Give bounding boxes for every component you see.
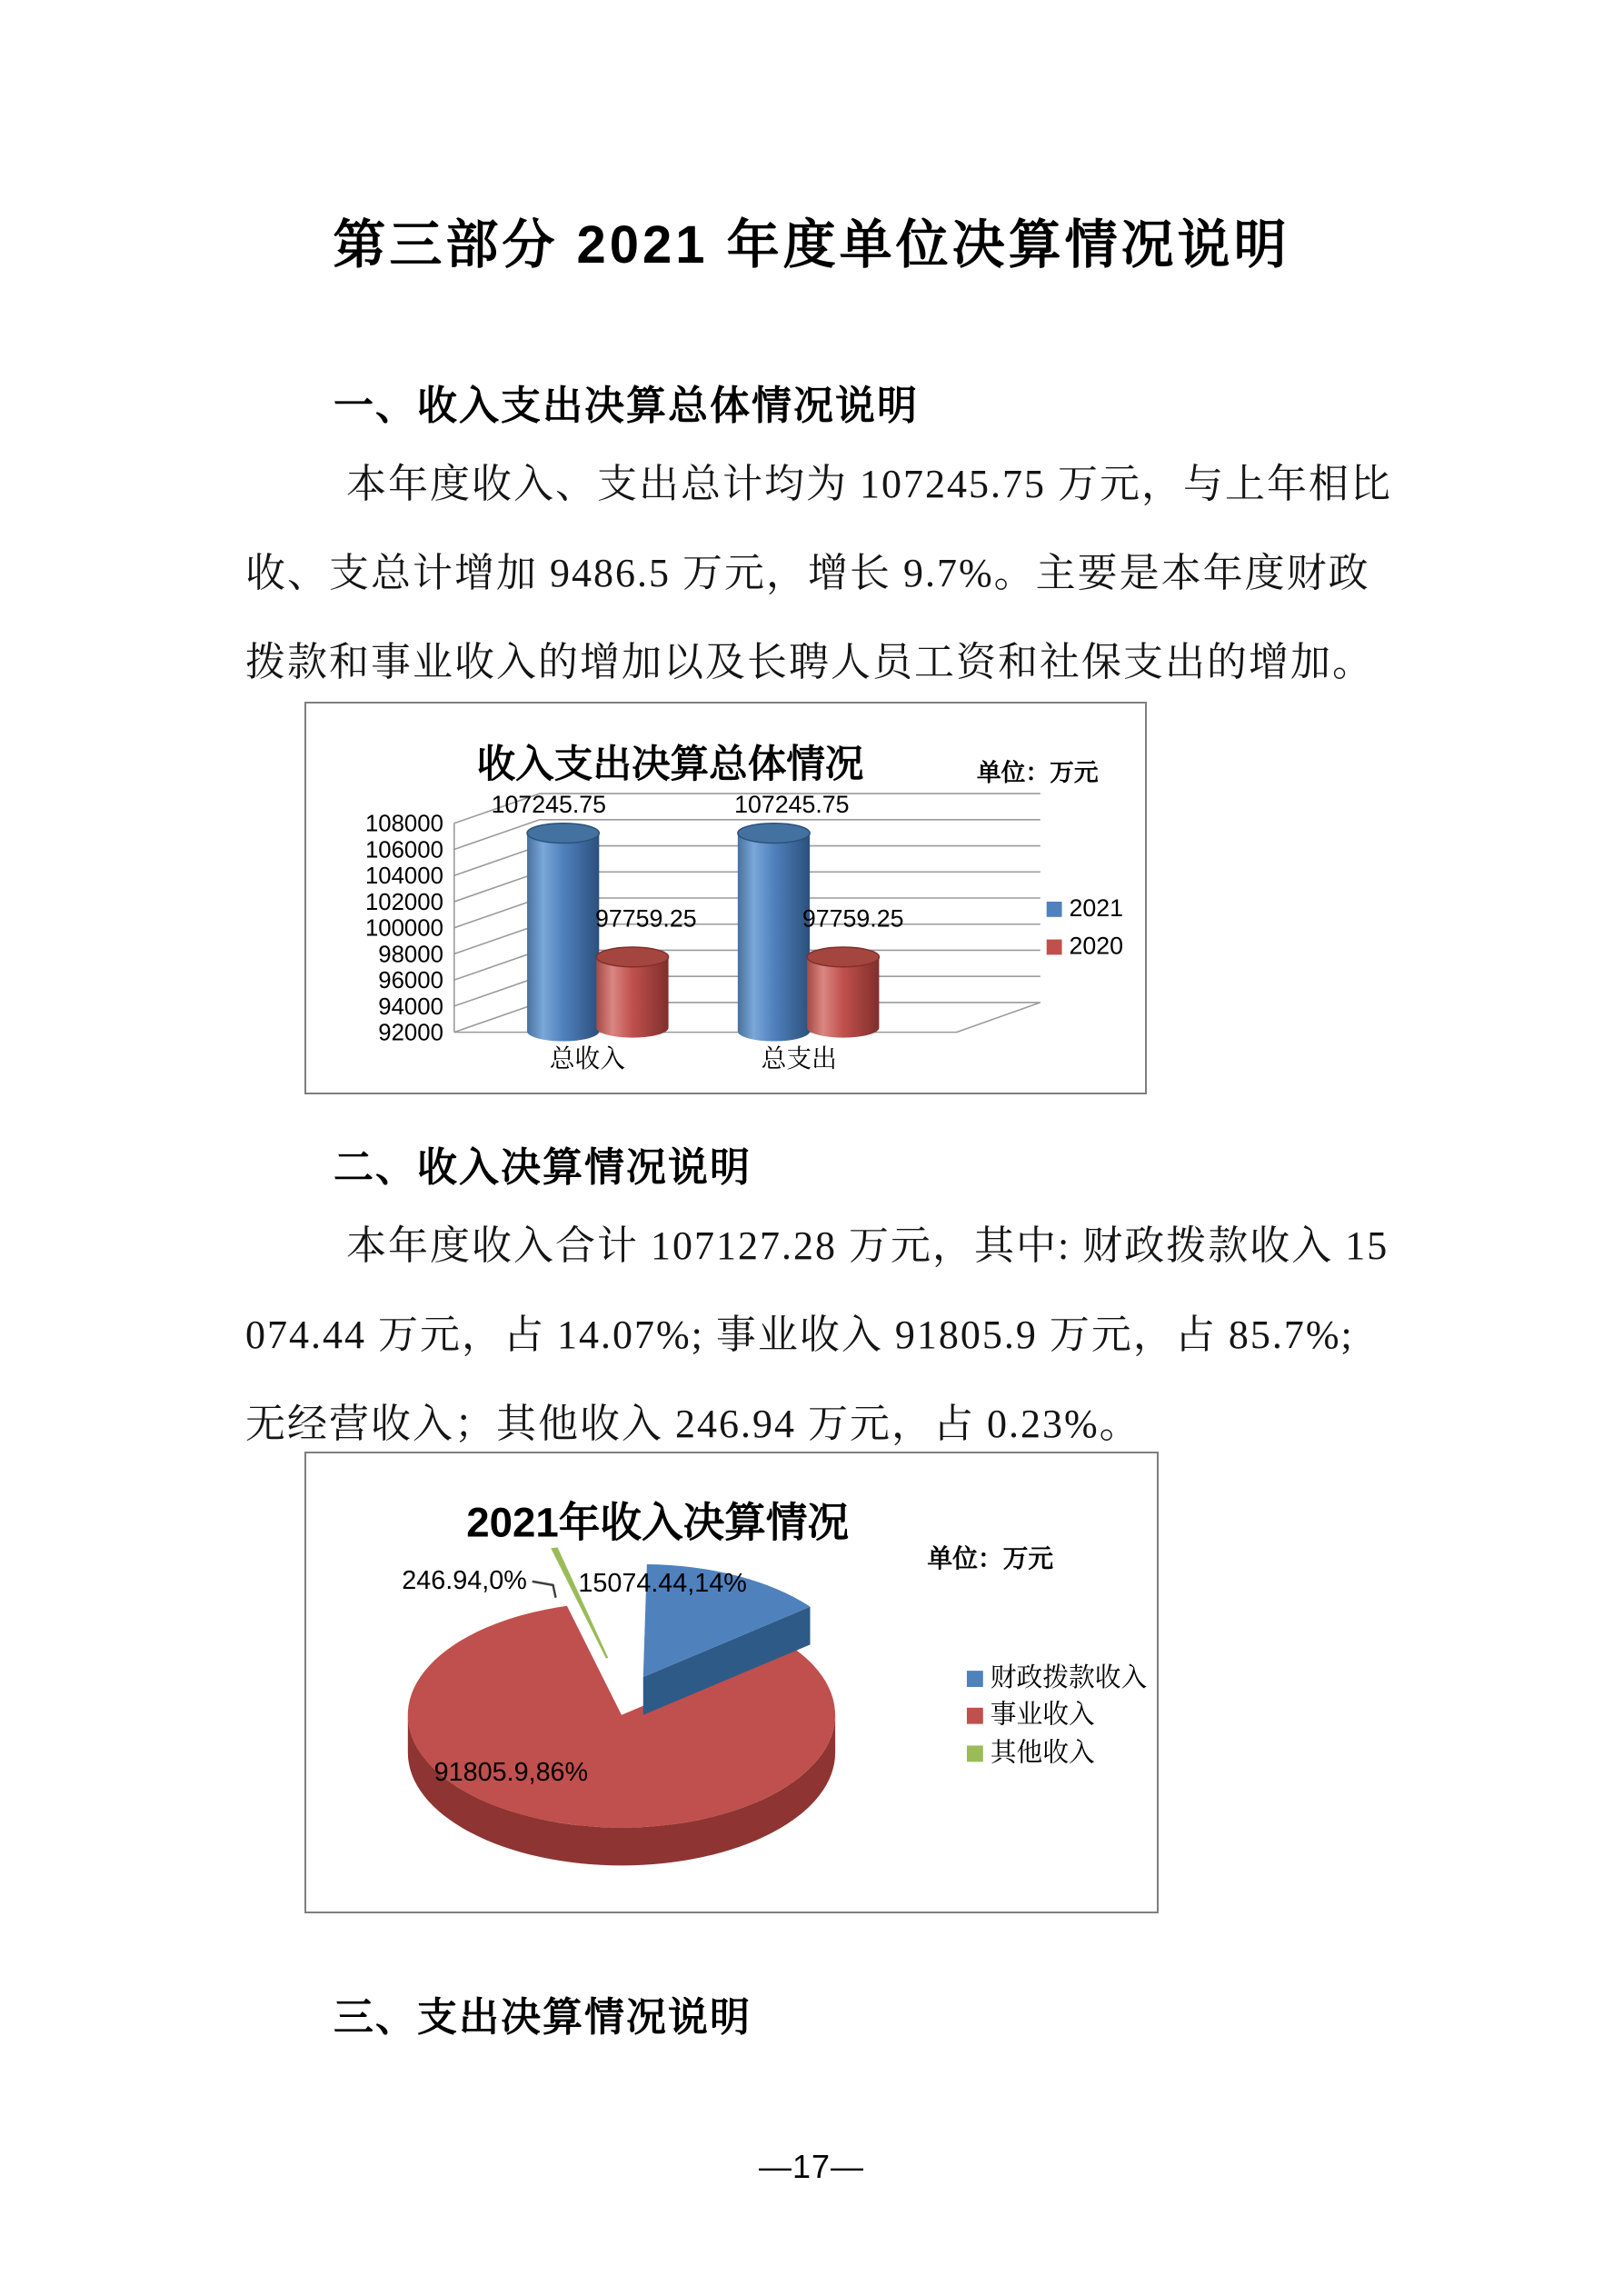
- bar-cylinder-2021-总收入: [527, 824, 599, 1042]
- bar-chart: [304, 702, 1147, 1094]
- pie-chart-title: 2021年收入决算情况: [466, 1499, 850, 1546]
- bar-chart-ytick: 96000: [378, 968, 443, 994]
- bar-category-label: 总收入: [549, 1044, 626, 1073]
- bar-chart-ytick: 102000: [364, 889, 443, 915]
- bar-chart-ytick: 100000: [364, 915, 443, 942]
- bar-value-label: 97759.25: [595, 904, 697, 933]
- bar-chart-ytick: 106000: [364, 837, 443, 863]
- bar-cylinder-2020-总支出: [807, 947, 879, 1038]
- section-heading-2: 二、收入决算情况说明: [334, 1145, 752, 1190]
- bar-category-label: 总支出: [761, 1044, 837, 1073]
- svg-text:2021: 2021: [1069, 893, 1123, 922]
- bar-value-label: 107245.75: [734, 790, 850, 818]
- bar-value-label: 97759.25: [802, 904, 904, 933]
- section-heading-3: 三、支出决算情况说明: [334, 1995, 752, 2040]
- paragraph-line: 收、支总计增加 9486.5 万元，增长 9.7%。主要是本年度财政: [245, 551, 1370, 595]
- svg-text:2020: 2020: [1069, 932, 1123, 960]
- paragraph-line: 074.44 万元，占 14.07%; 事业收入 91805.9 万元，占 85.7%;: [245, 1313, 1354, 1357]
- page-title: 第三部分 2021 年度单位决算情况说明: [333, 215, 1290, 275]
- section-heading-1: 一、收入支出决算总体情况说明: [334, 384, 919, 428]
- pie-chart: [304, 1452, 1159, 1913]
- bar-value-label: 107245.75: [491, 790, 607, 818]
- pie-chart-unit-label: 单位：万元: [927, 1544, 1054, 1573]
- pie-legend-item-事业收入: [967, 1701, 1095, 1730]
- pie-label-other: 246.94,0%: [402, 1565, 527, 1595]
- bar-chart-ytick: 98000: [378, 942, 443, 968]
- pie-label-fiscal: 15074.44,14%: [578, 1568, 747, 1598]
- page-number: —17—: [758, 2148, 865, 2185]
- bar-chart-ytick: 92000: [378, 1020, 443, 1046]
- bar-legend-item-2020: [1047, 932, 1123, 959]
- paragraph-line: 拨款和事业收入的增加以及长聘人员工资和社保支出的增加。: [245, 640, 1374, 684]
- bar-chart-title: 收入支出决算总体情况: [476, 743, 864, 787]
- pie-label-business: 91805.9,86%: [433, 1758, 589, 1788]
- svg-text:财政拨款收入: 财政拨款收入: [990, 1662, 1148, 1692]
- bar-legend-item-2021: [1047, 894, 1123, 922]
- bar-chart-ytick: 104000: [364, 863, 443, 890]
- pie-legend-item-其他收入: [967, 1738, 1095, 1767]
- paragraph-line: 无经营收入；其他收入 246.94 万元，占 0.23%。: [245, 1402, 1141, 1446]
- bar-cylinder-2021-总支出: [738, 824, 810, 1042]
- svg-text:事业收入: 事业收入: [990, 1700, 1095, 1730]
- bar-chart-unit-label: 单位：万元: [976, 759, 1099, 787]
- bar-chart-ytick: 108000: [364, 811, 443, 837]
- bar-cylinder-2020-总收入: [596, 947, 668, 1038]
- paragraph-line: 本年度收入、支出总计均为 107245.75 万元，与上年相比: [346, 462, 1392, 506]
- svg-text:其他收入: 其他收入: [990, 1738, 1095, 1768]
- pie-legend-item-财政拨款收入: [967, 1663, 1148, 1692]
- bar-chart-ytick: 94000: [378, 993, 443, 1020]
- paragraph-line: 本年度收入合计 107127.28 万元，其中: 财政拨款收入 15: [346, 1223, 1389, 1268]
